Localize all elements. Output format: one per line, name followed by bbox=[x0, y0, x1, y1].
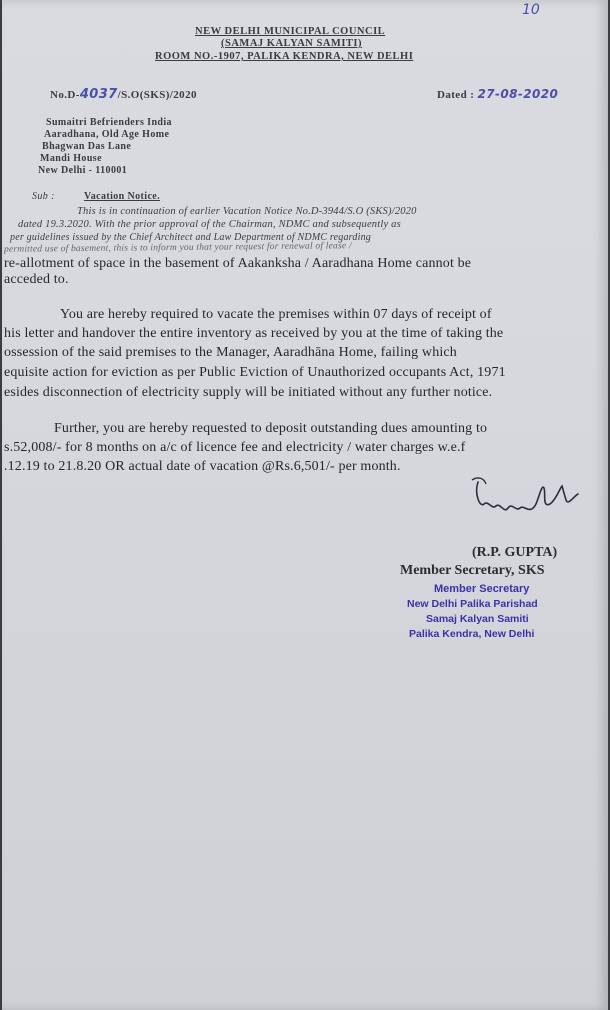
ref-suffix: /S.O(SKS)/2020 bbox=[117, 89, 197, 101]
addressee-line: New Delhi - 110001 bbox=[38, 165, 128, 176]
para1-line: This is in continuation of earlier Vacation Notice No.D-3944/S.O (SKS)/2020 bbox=[77, 206, 417, 217]
letter-page bbox=[2, 0, 608, 1010]
dated-label: Dated : bbox=[437, 89, 475, 101]
addressee-line: Mandi House bbox=[40, 153, 102, 164]
stamp-line: Samaj Kalyan Samiti bbox=[426, 613, 529, 625]
para3-line: Further, you are hereby requested to deposit outstanding dues amounting to bbox=[54, 421, 488, 436]
subject-label: Sub : bbox=[32, 191, 55, 202]
stamp-line: Palika Kendra, New Delhi bbox=[409, 628, 535, 640]
signatory-title: Member Secretary, SKS bbox=[400, 563, 545, 578]
para2-line: ossession of the said premises to the Manager, Aaradhāna Home, failing which bbox=[4, 345, 457, 360]
addressee-line: Sumaitri Befrienders India bbox=[46, 117, 172, 128]
org-name: NEW DELHI MUNICIPAL COUNCIL bbox=[195, 26, 386, 37]
signature-scribble bbox=[470, 474, 580, 534]
org-address: ROOM NO.-1907, PALIKA KENDRA, NEW DELHI bbox=[155, 51, 414, 62]
subject-text: Vacation Notice. bbox=[84, 191, 161, 202]
para1-line: per guidelines issued by the Chief Architect and Law Department of NDMC regarding bbox=[10, 232, 371, 243]
para2-line: his letter and handover the entire inventory as received by you at the time of taking the bbox=[4, 326, 504, 341]
signatory-name: (R.P. GUPTA) bbox=[472, 545, 558, 560]
addressee-line: Bhagwan Das Lane bbox=[42, 141, 132, 152]
para2-line: esides disconnection of electricity supply will be initiated without any further notice. bbox=[4, 385, 493, 400]
dated-handwritten: 27-08-2020 bbox=[477, 87, 559, 101]
ref-handwritten-number: 4037 bbox=[79, 87, 118, 102]
para1-line: permitted use of basement, this is to inform you that your request for renewal of lease / bbox=[4, 241, 352, 255]
stamp-line: New Delhi Palika Parishad bbox=[407, 598, 538, 610]
corner-mark: 10 bbox=[522, 2, 540, 18]
ref-prefix: No.D- bbox=[50, 89, 80, 101]
para2-line: equisite action for eviction as per Public Eviction of Unauthorized occupants Act, 1971 bbox=[4, 365, 506, 380]
ref-number bbox=[50, 87, 197, 102]
para1-line: acceded to. bbox=[4, 272, 69, 287]
para3-line: s.52,008/- for 8 months on a/c of licence fee and electricity / water charges w.e.f bbox=[4, 440, 466, 455]
para1-line: re-allotment of space in the basement of Aakanksha / Aaradhana Home cannot be bbox=[4, 256, 472, 271]
para1-line: dated 19.3.2020. With the prior approval of the Chairman, NDMC and subsequently as bbox=[18, 219, 401, 230]
para3-line: .12.19 to 21.8.20 OR actual date of vacation @Rs.6,501/- per month. bbox=[4, 459, 401, 474]
dated-line bbox=[437, 87, 558, 101]
addressee-line: Aaradhana, Old Age Home bbox=[44, 129, 170, 140]
para2-line: You are hereby required to vacate the premises within 07 days of receipt of bbox=[60, 307, 492, 322]
dept-name: (SAMAJ KALYAN SAMITI) bbox=[221, 38, 362, 49]
stamp-line: Member Secretary bbox=[434, 583, 530, 595]
